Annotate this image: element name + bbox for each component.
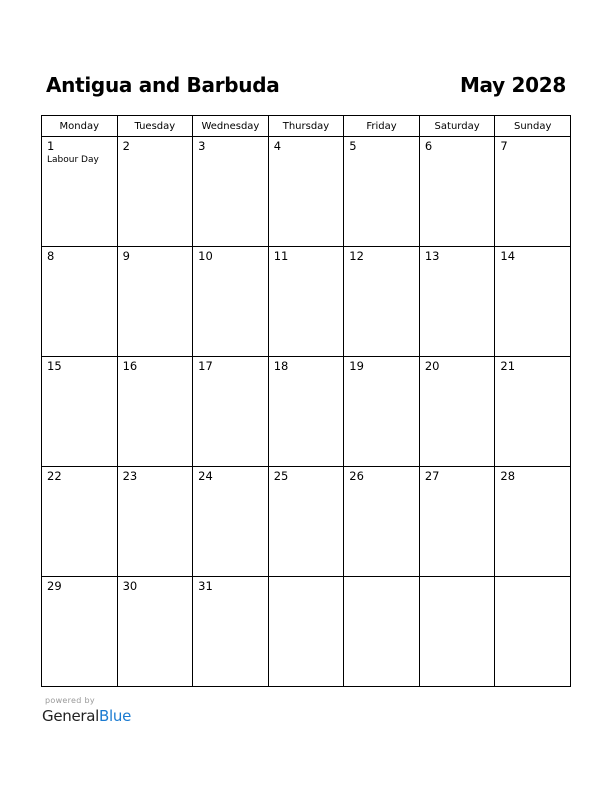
day-cell-empty xyxy=(344,577,420,687)
day-cell xyxy=(344,247,420,357)
day-cell xyxy=(42,577,118,687)
day-cell xyxy=(193,577,269,687)
day-number: 31 xyxy=(198,579,213,593)
day-number: 15 xyxy=(47,359,62,373)
generalblue-logo[interactable] xyxy=(42,707,131,725)
day-number: 17 xyxy=(198,359,213,373)
day-cell xyxy=(344,137,420,247)
day-number: 6 xyxy=(424,139,433,153)
footer-branding xyxy=(42,696,131,725)
brand-part-general: General xyxy=(42,707,100,725)
weekday-header: Monday xyxy=(42,116,118,137)
day-number: 12 xyxy=(349,249,364,263)
day-cell xyxy=(419,467,495,577)
day-cell xyxy=(268,467,344,577)
day-number: 16 xyxy=(122,359,138,373)
week-row xyxy=(42,577,571,687)
day-number: 22 xyxy=(47,469,62,483)
day-cell xyxy=(42,137,118,247)
week-row xyxy=(42,357,571,467)
day-cell xyxy=(117,467,193,577)
day-cell-empty xyxy=(268,577,344,687)
day-number: 20 xyxy=(424,359,440,373)
brand-part-blue: Blue xyxy=(99,707,132,725)
day-number: 1 xyxy=(47,139,55,153)
day-cell xyxy=(268,247,344,357)
day-cell xyxy=(193,247,269,357)
weekday-header: Wednesday xyxy=(193,116,269,137)
day-cell xyxy=(495,137,571,247)
day-cell xyxy=(117,577,193,687)
day-cell xyxy=(193,357,269,467)
day-cell xyxy=(42,247,118,357)
country-title: Antigua and Barbuda xyxy=(46,73,280,97)
day-cell xyxy=(419,247,495,357)
day-number: 25 xyxy=(273,469,289,483)
calendar-header xyxy=(46,70,566,100)
day-cell xyxy=(268,357,344,467)
day-number: 19 xyxy=(349,359,364,373)
day-cell xyxy=(42,467,118,577)
day-number: 14 xyxy=(500,249,516,263)
day-cell xyxy=(268,137,344,247)
week-row xyxy=(42,467,571,577)
powered-by-label: powered by xyxy=(45,696,95,705)
day-number: 3 xyxy=(198,139,206,153)
day-number: 10 xyxy=(198,249,213,263)
week-row xyxy=(42,137,571,247)
day-cell-empty xyxy=(419,577,495,687)
day-number: 4 xyxy=(273,139,282,153)
day-number: 24 xyxy=(198,469,213,483)
day-number: 9 xyxy=(122,249,130,263)
day-number: 21 xyxy=(500,359,516,373)
day-cell xyxy=(419,137,495,247)
day-number: 28 xyxy=(500,469,516,483)
weekday-header: Saturday xyxy=(419,116,495,137)
day-number: 5 xyxy=(349,139,357,153)
day-cell xyxy=(42,357,118,467)
day-number: 2 xyxy=(122,139,130,153)
weekday-header: Tuesday xyxy=(117,116,193,137)
day-number: 27 xyxy=(424,469,440,483)
day-number: 13 xyxy=(424,249,440,263)
month-year-title: May 2028 xyxy=(459,73,566,97)
weekday-header: Sunday xyxy=(495,116,571,137)
day-cell xyxy=(117,357,193,467)
week-row xyxy=(42,247,571,357)
day-number: 11 xyxy=(273,249,289,263)
day-cell-empty xyxy=(495,577,571,687)
weekday-header-row xyxy=(42,116,571,137)
day-cell xyxy=(344,357,420,467)
day-cell xyxy=(419,357,495,467)
day-cell xyxy=(193,467,269,577)
day-cell xyxy=(117,247,193,357)
day-number: 30 xyxy=(122,579,138,593)
day-number: 8 xyxy=(47,249,55,263)
calendar-grid xyxy=(41,115,571,687)
day-cell xyxy=(344,467,420,577)
day-number: 7 xyxy=(500,139,508,153)
day-number: 29 xyxy=(47,579,62,593)
day-cell xyxy=(193,137,269,247)
holiday-label: Labour Day xyxy=(47,154,99,165)
day-cell xyxy=(495,467,571,577)
weekday-header: Friday xyxy=(344,116,420,137)
day-cell xyxy=(495,247,571,357)
weekday-header: Thursday xyxy=(268,116,344,137)
day-number: 23 xyxy=(122,469,138,483)
day-cell xyxy=(495,357,571,467)
day-cell xyxy=(117,137,193,247)
day-number: 18 xyxy=(273,359,289,373)
day-number: 26 xyxy=(349,469,364,483)
